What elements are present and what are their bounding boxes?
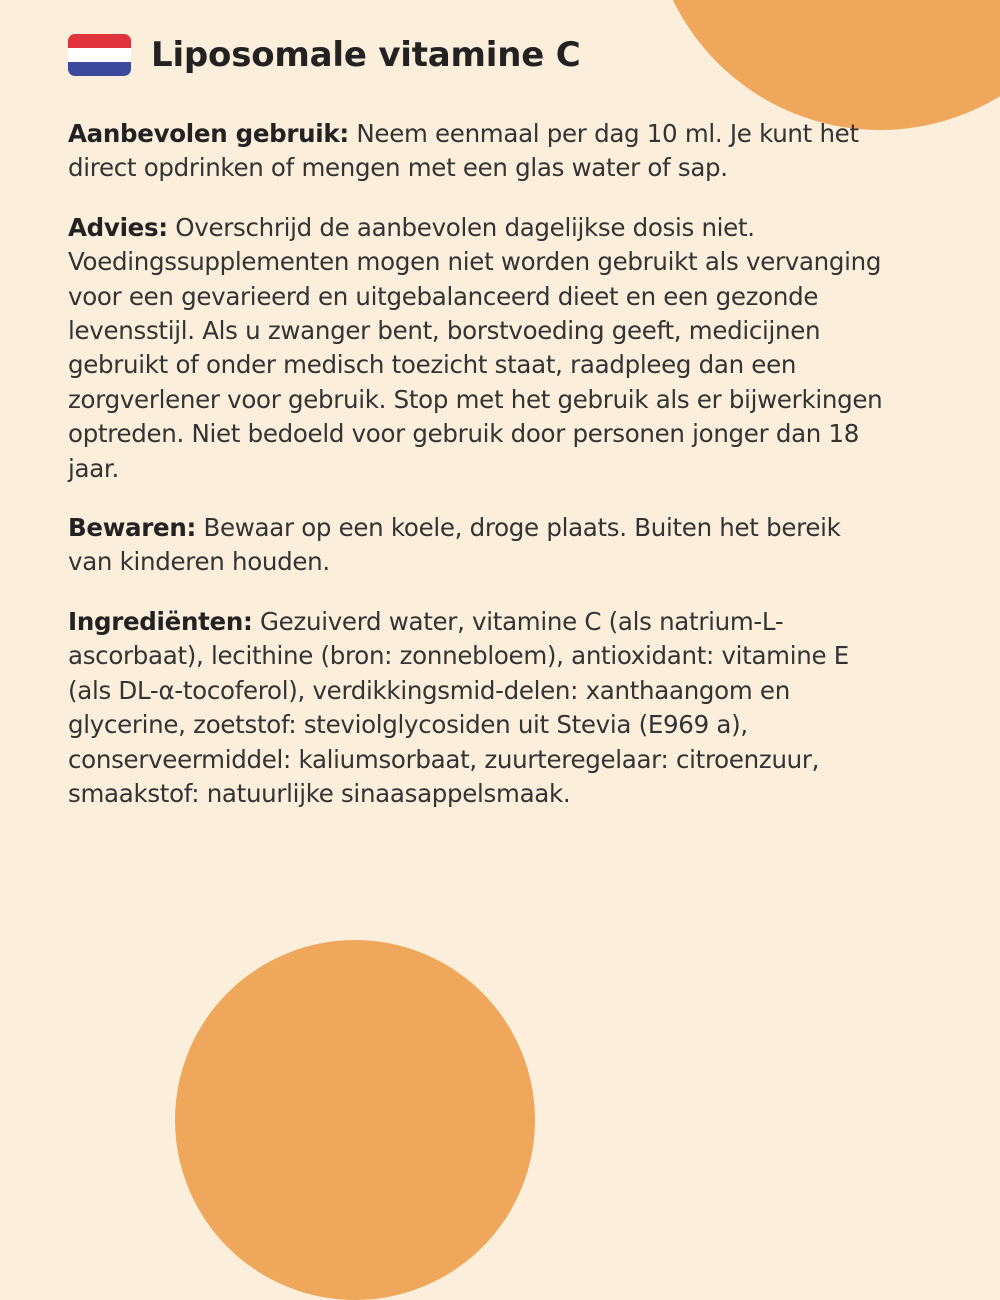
decorative-circle-top <box>650 0 1000 130</box>
decorative-circle-bottom <box>175 940 535 1300</box>
section-advice-label: Advies: <box>68 212 168 242</box>
section-ingredients-label: Ingrediënten: <box>68 606 253 636</box>
info-content <box>68 117 888 836</box>
section-usage <box>68 117 888 186</box>
section-storage-label: Bewaren: <box>68 513 196 543</box>
flag-stripe-white <box>68 48 131 62</box>
section-ingredients-text: Gezuiverd water, vitamine C (als natrium-L-ascorbaat), lecithine (bron: zonnebloem), antioxidant: vitamine E (als DL-α-tocoferol), verdikkingsmid-delen: xanthaangom en glycerine, zoetstof: steviolglycosiden uit Stevia (E969 a), conserveermiddel: kaliumsorbaat, zuurteregelaar: citroenzuur, smaakstof: natuurlijke sinaasappelsmaak. <box>68 606 849 808</box>
header <box>68 34 580 76</box>
flag-stripe-red <box>68 34 131 48</box>
page-title: Liposomale vitamine C <box>151 35 581 75</box>
section-advice-text: Overschrijd de aanbevolen dagelijkse dosis niet. Voedingssupplementen mogen niet worden gebruikt als vervanging voor een gevarieerd en uitgebalanceerd dieet en een gezonde levensstijl. Als u zwanger bent, borstvoeding geeft, medicijnen gebruikt of onder medisch toezicht staat, raadpleeg dan een zorgverlener voor gebruik. Stop met het gebruik als er bijwerkingen optreden. Niet bedoeld voor gebruik door personen jonger dan 18 jaar. <box>68 212 883 483</box>
netherlands-flag-icon <box>68 34 131 76</box>
section-ingredients <box>68 605 888 811</box>
section-storage-text: Bewaar op een koele, droge plaats. Buiten het bereik van kinderen houden. <box>68 513 841 577</box>
section-usage-text: Neem eenmaal per dag 10 ml. Je kunt het direct opdrinken of mengen met een glas water of sap. <box>68 119 859 183</box>
section-advice <box>68 211 888 486</box>
section-storage <box>68 511 888 580</box>
flag-stripe-blue <box>68 62 131 76</box>
section-usage-label: Aanbevolen gebruik: <box>68 119 349 148</box>
